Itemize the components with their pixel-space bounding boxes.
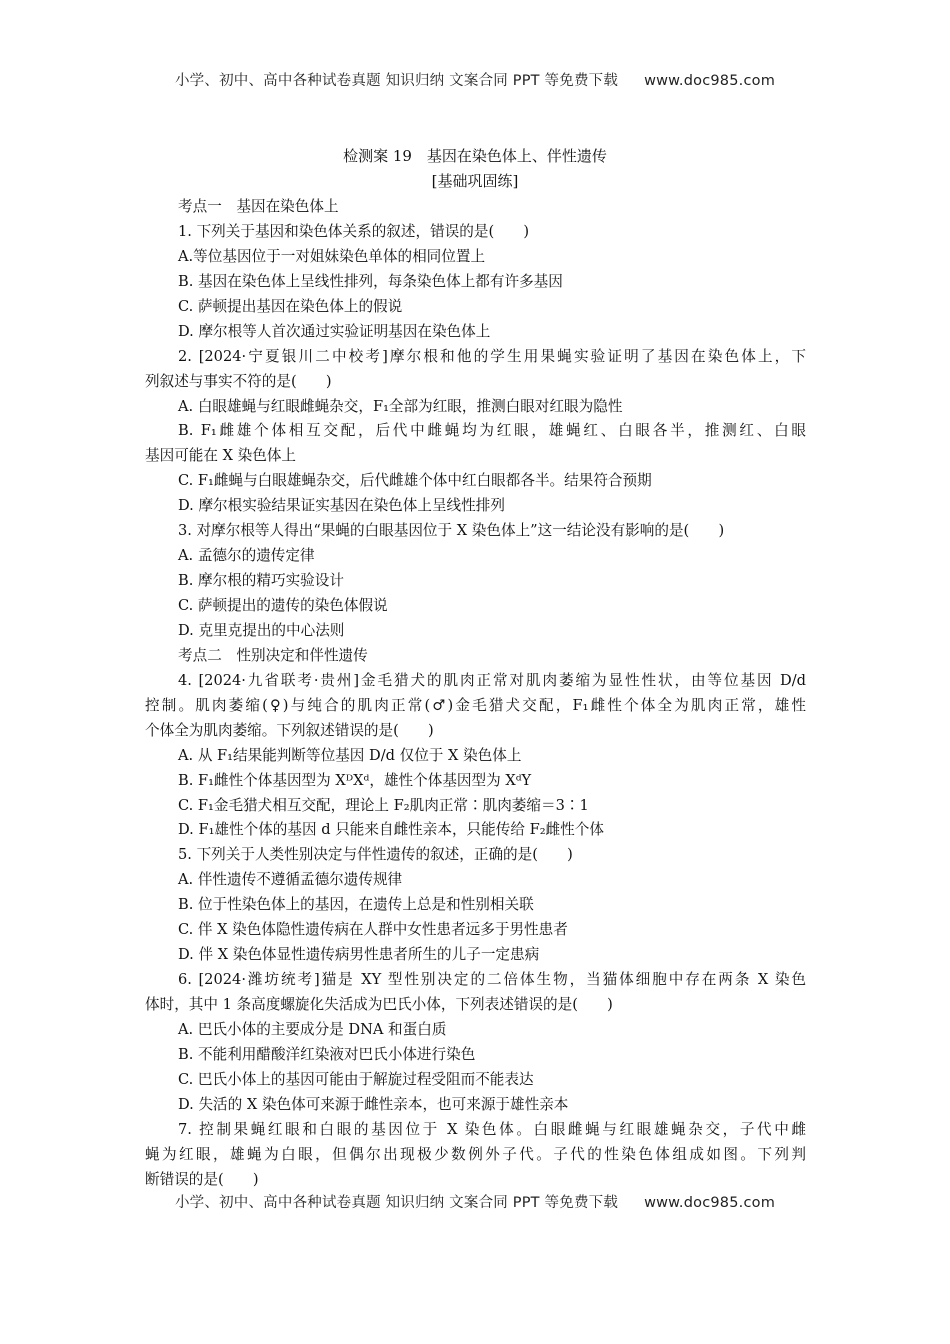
option-line: A. 从 F₁结果能判断等位基因 D/d 仅位于 X 染色体上 [178, 746, 522, 764]
option-line: C. 萨顿提出基因在染色体上的假说 [178, 297, 403, 315]
question-line: 体时，其中 1 条高度螺旋化失活成为巴氏小体，下列表述错误的是( ) [145, 996, 613, 1013]
question-line: 4. [2024·九省联考·贵州]金毛猎犬的肌肉正常对肌肉萎缩为显性性状，由等位基因 D/d [178, 671, 806, 689]
option-line: C. 巴氏小体上的基因可能由于解旋过程受阻而不能表达 [178, 1070, 534, 1088]
option-line: B. F₁雌雄个体相互交配，后代中雌蝇均为红眼，雄蝇红、白眼各半，推测红、白眼 [178, 422, 806, 440]
option-line: B. 位于性染色体上的基因，在遗传上总是和性别相关联 [178, 896, 534, 914]
question-line: 3. 对摩尔根等人得出“果蝇的白眼基因位于 X 染色体上”这一结论没有影响的是( ) [178, 522, 725, 540]
section-heading-line: 考点一 基因在染色体上 [178, 198, 339, 215]
option-line: D. 伴 X 染色体显性遗传病男性患者所生的儿子一定患病 [178, 946, 540, 964]
option-line: A.等位基因位于一对姐妹染色单体的相同位置上 [178, 247, 486, 265]
option-line: B. F₁雌性个体基因型为 XᴰXᵈ，雄性个体基因型为 XᵈY [178, 771, 532, 789]
question-line: 控制。肌肉萎缩(♀)与纯合的肌肉正常(♂)金毛猎犬交配，F₁雌性个体全为肌肉正常，雄性 [145, 696, 806, 714]
option-line: B. 摩尔根的精巧实验设计 [178, 572, 344, 590]
question-line: 1. 下列关于基因和染色体关系的叙述，错误的是( ) [178, 222, 530, 240]
question-line: 2. [2024·宁夏银川二中校考]摩尔根和他的学生用果蝇实验证明了基因在染色体上，下 [178, 347, 806, 365]
option-line: C. F₁雌蝇与白眼雄蝇杂交，后代雌雄个体中红白眼都各半。结果符合预期 [178, 472, 652, 490]
option-line: C. 萨顿提出的遗传的染色体假说 [178, 597, 388, 614]
option-line: A. 巴氏小体的主要成分是 DNA 和蛋白质 [178, 1020, 447, 1038]
footer-banner [0, 1191, 950, 1212]
option-line: 基因可能在 X 染色体上 [145, 447, 297, 465]
option-line: A. 白眼雄蝇与红眼雌蝇杂交，F₁全部为红眼，推测白眼对红眼为隐性 [178, 397, 623, 415]
banner-text: 小学、初中、高中各种试卷真题 知识归纳 文案合同 PPT 等免费下载 [174, 73, 619, 89]
option-line: D. 摩尔根等人首次通过实验证明基因在染色体上 [178, 322, 491, 340]
question-line: 7. 控制果蝇红眼和白眼的基因位于 X 染色体。白眼雌蝇与红眼雄蝇杂交，子代中雌 [178, 1120, 806, 1138]
option-line: B. 基因在染色体上呈线性排列，每条染色体上都有许多基因 [178, 272, 563, 290]
option-line: A. 伴性遗传不遵循孟德尔遗传规律 [178, 871, 403, 889]
question-line: 个体全为肌肉萎缩。下列叙述错误的是( ) [145, 721, 434, 739]
option-line: D. F₁雄性个体的基因 d 只能来自雌性亲本，只能传给 F₂雌性个体 [178, 821, 604, 839]
question-line: 蝇为红眼，雄蝇为白眼，但偶尔出现极少数例外子代。子代的性染色体组成如图。下列判 [145, 1145, 806, 1163]
option-line: A. 孟德尔的遗传定律 [178, 547, 315, 565]
question-line: 5. 下列关于人类性别决定与伴性遗传的叙述，正确的是( ) [178, 846, 573, 864]
option-line: D. 失活的 X 染色体可来源于雌性亲本，也可来源于雄性亲本 [178, 1095, 569, 1113]
option-line: C. F₁金毛猎犬相互交配，理论上 F₂肌肉正常∶肌肉萎缩＝3∶1 [178, 796, 589, 814]
document-body [145, 195, 806, 1193]
option-line: D. 摩尔根实验结果证实基因在染色体上呈线性排列 [178, 497, 505, 515]
option-line: B. 不能利用醋酸洋红染液对巴氏小体进行染色 [178, 1045, 476, 1063]
page-subtitle: [基础巩固练] [431, 172, 519, 190]
section-heading-line: 考点二 性别决定和伴性遗传 [178, 646, 368, 664]
header-banner [0, 69, 950, 90]
option-line: C. 伴 X 染色体隐性遗传病在人群中女性患者远多于男性患者 [178, 921, 568, 939]
question-line: 断错误的是( ) [145, 1170, 259, 1188]
page-title: 检测案 19 基因在染色体上、伴性遗传 [343, 147, 607, 165]
question-line: 6. [2024·潍坊统考]猫是 XY 型性别决定的二倍体生物，当猫体细胞中存在两条 X 染色 [178, 971, 806, 989]
option-line: D. 克里克提出的中心法则 [178, 621, 345, 639]
banner-url[interactable]: www.doc985.com [644, 73, 776, 89]
banner-url[interactable]: www.doc985.com [644, 1195, 776, 1211]
question-line: 列叙述与事实不符的是( ) [145, 372, 332, 390]
banner-text: 小学、初中、高中各种试卷真题 知识归纳 文案合同 PPT 等免费下载 [174, 1195, 619, 1211]
